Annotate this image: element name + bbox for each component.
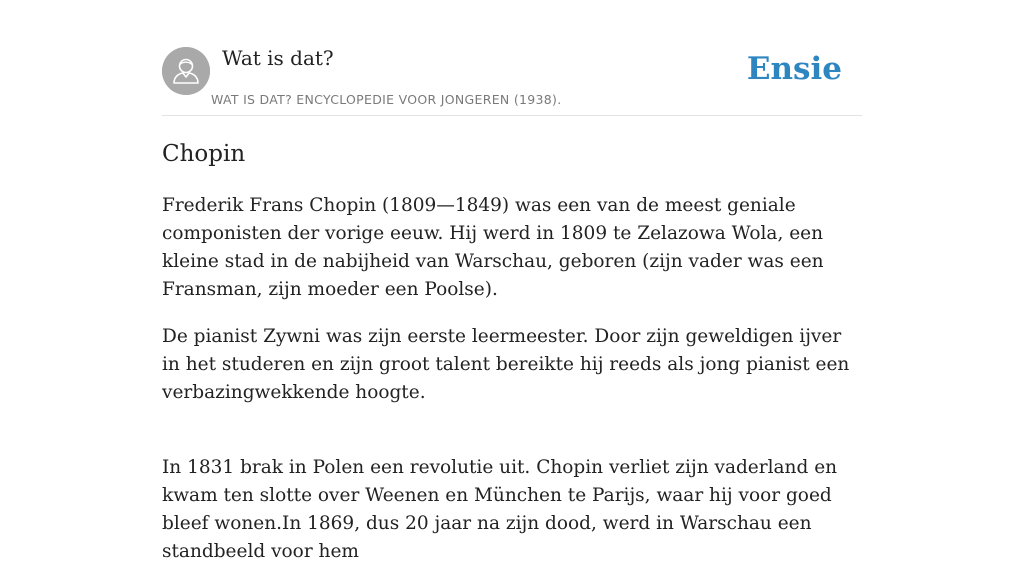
avatar[interactable] <box>162 47 210 95</box>
page <box>162 0 862 562</box>
source-title[interactable]: Wat is dat? <box>222 46 334 70</box>
article-paragraph: In 1831 brak in Polen een revolutie uit. Chopin verliet zijn vaderland en kwam ten slotte over Weenen en München te Parijs, waar hij voor goed bleef wonen.In 1869, dus 20 jaar na zijn dood, werd in Warschau een standbeeld voor hem <box>162 457 838 562</box>
user-outline-icon <box>162 47 210 95</box>
article-body <box>162 192 862 566</box>
ensie-logo-link[interactable]: Ensie <box>746 51 842 87</box>
source-subtitle: WAT IS DAT? ENCYCLOPEDIE VOOR JONGEREN (1938). <box>211 92 562 107</box>
article-title: Chopin <box>162 141 246 167</box>
article-paragraph: Frederik Frans Chopin (1809—1849) was een van de meest geniale componisten der vorige eeuw. Hij werd in 1809 te Zelazowa Wola, een kleine stad in de nabijheid van Warschau, geboren (zijn vader was een Fransman, zijn moeder een Poolse). <box>162 195 824 300</box>
article-paragraph: De pianist Zywni was zijn eerste leermeester. Door zijn geweldigen ijver in het studeren en zijn groot talent bereikte hij reeds als jong pianist een verbazingwekkende hoogte. <box>162 326 850 403</box>
source-header <box>162 0 862 116</box>
